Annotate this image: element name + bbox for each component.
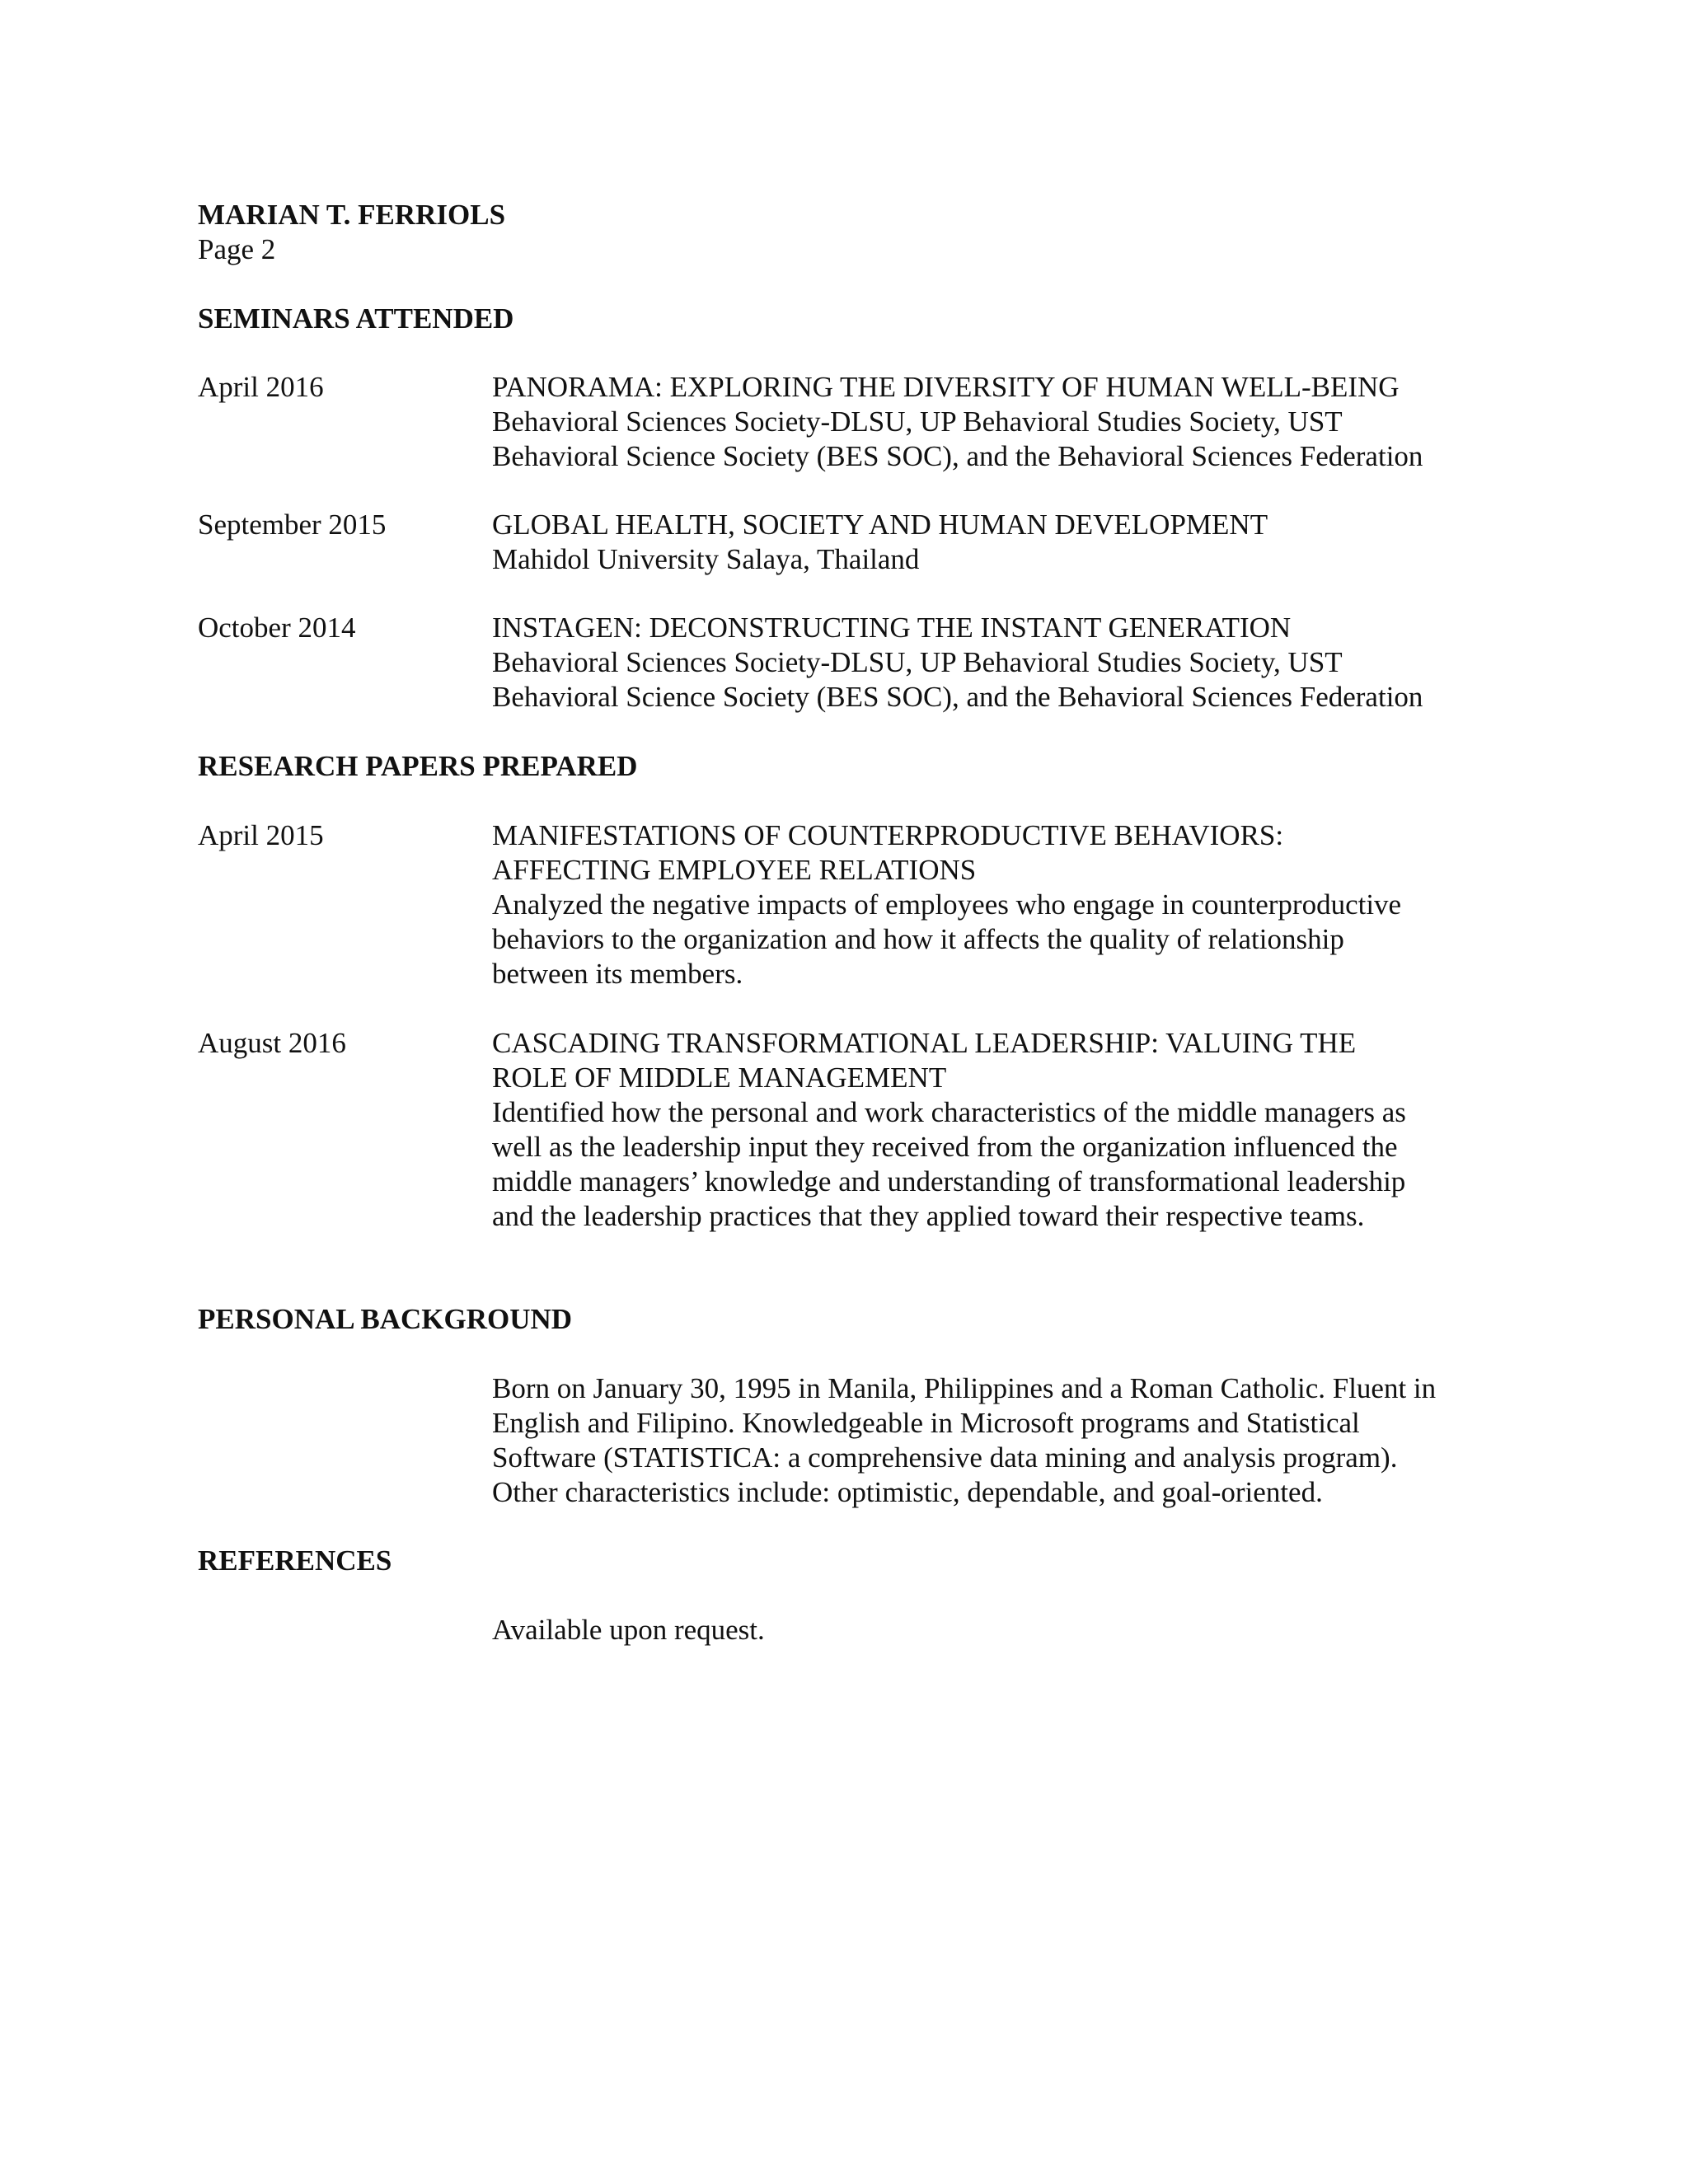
- personal-background-text: [492, 1371, 1436, 1510]
- research-title: MANIFESTATIONS OF COUNTERPRODUCTIVE BEHAVIORS:: [492, 819, 1284, 851]
- research-title: ROLE OF MIDDLE MANAGEMENT: [492, 1062, 947, 1094]
- research-description: well as the leadership input they received from the organization influenced the: [492, 1131, 1398, 1163]
- section-title-personal: PERSONAL BACKGROUND: [198, 1303, 573, 1335]
- seminar-entry: [492, 611, 1423, 715]
- seminar-detail: Behavioral Science Society (BES SOC), and the Behavioral Sciences Federation: [492, 681, 1423, 713]
- personal-line: English and Filipino. Knowledgeable in Microsoft programs and Statistical: [492, 1407, 1360, 1439]
- research-date: August 2016: [198, 1027, 346, 1059]
- seminar-date: September 2015: [198, 509, 387, 541]
- applicant-name: MARIAN T. FERRIOLS: [198, 199, 506, 231]
- research-description: and the leadership practices that they applied toward their respective teams.: [492, 1200, 1365, 1232]
- personal-line: Born on January 30, 1995 in Manila, Philippines and a Roman Catholic. Fluent in: [492, 1372, 1437, 1404]
- seminar-title: PANORAMA: EXPLORING THE DIVERSITY OF HUMAN WELL-BEING: [492, 371, 1400, 403]
- section-title-references: REFERENCES: [198, 1544, 392, 1577]
- research-description: Analyzed the negative impacts of employees who engage in counterproductive: [492, 888, 1402, 921]
- seminar-detail: Mahidol University Salaya, Thailand: [492, 543, 920, 575]
- research-description: middle managers’ knowledge and understanding of transformational leadership: [492, 1165, 1406, 1197]
- seminar-date: April 2016: [198, 371, 324, 403]
- section-title-research: RESEARCH PAPERS PREPARED: [198, 750, 638, 782]
- research-entry: [492, 1026, 1406, 1234]
- research-description: between its members.: [492, 958, 743, 990]
- seminar-title: INSTAGEN: DECONSTRUCTING THE INSTANT GENERATION: [492, 612, 1292, 644]
- research-description: Identified how the personal and work characteristics of the middle managers as: [492, 1096, 1406, 1128]
- section-title-seminars: SEMINARS ATTENDED: [198, 302, 514, 335]
- seminar-detail: Behavioral Sciences Society-DLSU, UP Behavioral Studies Society, UST: [492, 405, 1343, 438]
- personal-line: Other characteristics include: optimistic, dependable, and goal-oriented.: [492, 1476, 1323, 1508]
- seminar-title: GLOBAL HEALTH, SOCIETY AND HUMAN DEVELOPMENT: [492, 509, 1268, 541]
- personal-line: Software (STATISTICA: a comprehensive data mining and analysis program).: [492, 1441, 1398, 1474]
- seminar-entry: [492, 508, 1268, 577]
- research-entry: [492, 818, 1401, 991]
- seminar-entry: [492, 370, 1423, 474]
- research-date: April 2015: [198, 819, 324, 851]
- page-number: Page 2: [198, 233, 276, 265]
- research-title: CASCADING TRANSFORMATIONAL LEADERSHIP: VALUING THE: [492, 1027, 1357, 1059]
- references-text: Available upon request.: [492, 1614, 765, 1646]
- research-description: behaviors to the organization and how it affects the quality of relationship: [492, 923, 1344, 955]
- seminar-detail: Behavioral Sciences Society-DLSU, UP Behavioral Studies Society, UST: [492, 646, 1343, 678]
- seminar-date: October 2014: [198, 612, 356, 644]
- research-title: AFFECTING EMPLOYEE RELATIONS: [492, 854, 977, 886]
- seminar-detail: Behavioral Science Society (BES SOC), and the Behavioral Sciences Federation: [492, 440, 1423, 472]
